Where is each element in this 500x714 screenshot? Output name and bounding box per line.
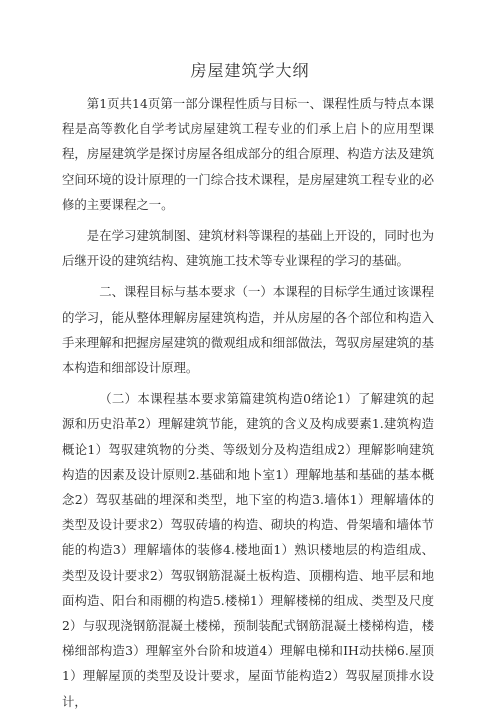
paragraph-course-foundation: 是在学习建筑制图、建筑材料等课程的基础上开设的，同时也为后继开设的建筑结构、建筑施工技术等专业课程的学习的基础。 bbox=[62, 228, 434, 269]
paragraph-course-objectives: 二、课程目标与基本要求（一）本课程的目标学生通过该课程的学习，能从整体理解房屋建筑构造，并从房屋的各个部位和构造入手来理解和把握房屋建筑的微观组成和细部做法，驾驭房屋建筑的基本构造和细部设计原理。 bbox=[62, 284, 434, 376]
paragraph-basic-requirements: （二）本课程基本要求第篇建筑构造0绪论1）了解建筑的起源和历史沿革2）理解建筑节能，建筑的含义及构成要素1.建筑构造概论1）驾驭建筑物的分类、等级划分及构造组成2）理解影响建筑构造的因素及设计原则2.基础和地卜室1）理解地基和基础的基本概念2）驾驭基础的埋深和类型，地下室的构造3.墙体1）理解墙体的类型及设计要求2）驾驭砖墙的构造、砌块的构造、骨架墙和墙体节能的构造3）理解墙体的装修4.楼地面1）熟识楼地层的构造组成、类型及设计要求2）驾驭钢筋混凝土板构造、顶棚构造、地平层和地面构造、阳台和雨棚的构造5.楼梯1）理解楼梯的组成、类型及尺度2）与驭现浇钢筋混凝土楼梯，预制装配式钢筋混凝土楼梯构造，楼梯细部构造3）理解室外台阶和坡道4）理解电梯和IH动扶梯6.屋顶1）理解屋顶的类型及设计要求，屋面节能构造2）驾驭屋顶排水设计， bbox=[62, 391, 434, 709]
document-body bbox=[62, 91, 434, 714]
paragraph-course-nature: 第1页共14页第一部分课程性质与目标一、课程性质与特点本课程是高等教化自学考试房屋建筑工程专业的们承上启卜的应用型课程，房屋建筑学是探讨房屋各组成部分的组合原理、构造方法及建筑空间环境的设计原理的一门综合技术课程，是房屋建筑工程专业的必修的主要课程之一。 bbox=[62, 96, 434, 212]
document-title: 房屋建筑学大纲 bbox=[190, 61, 310, 80]
